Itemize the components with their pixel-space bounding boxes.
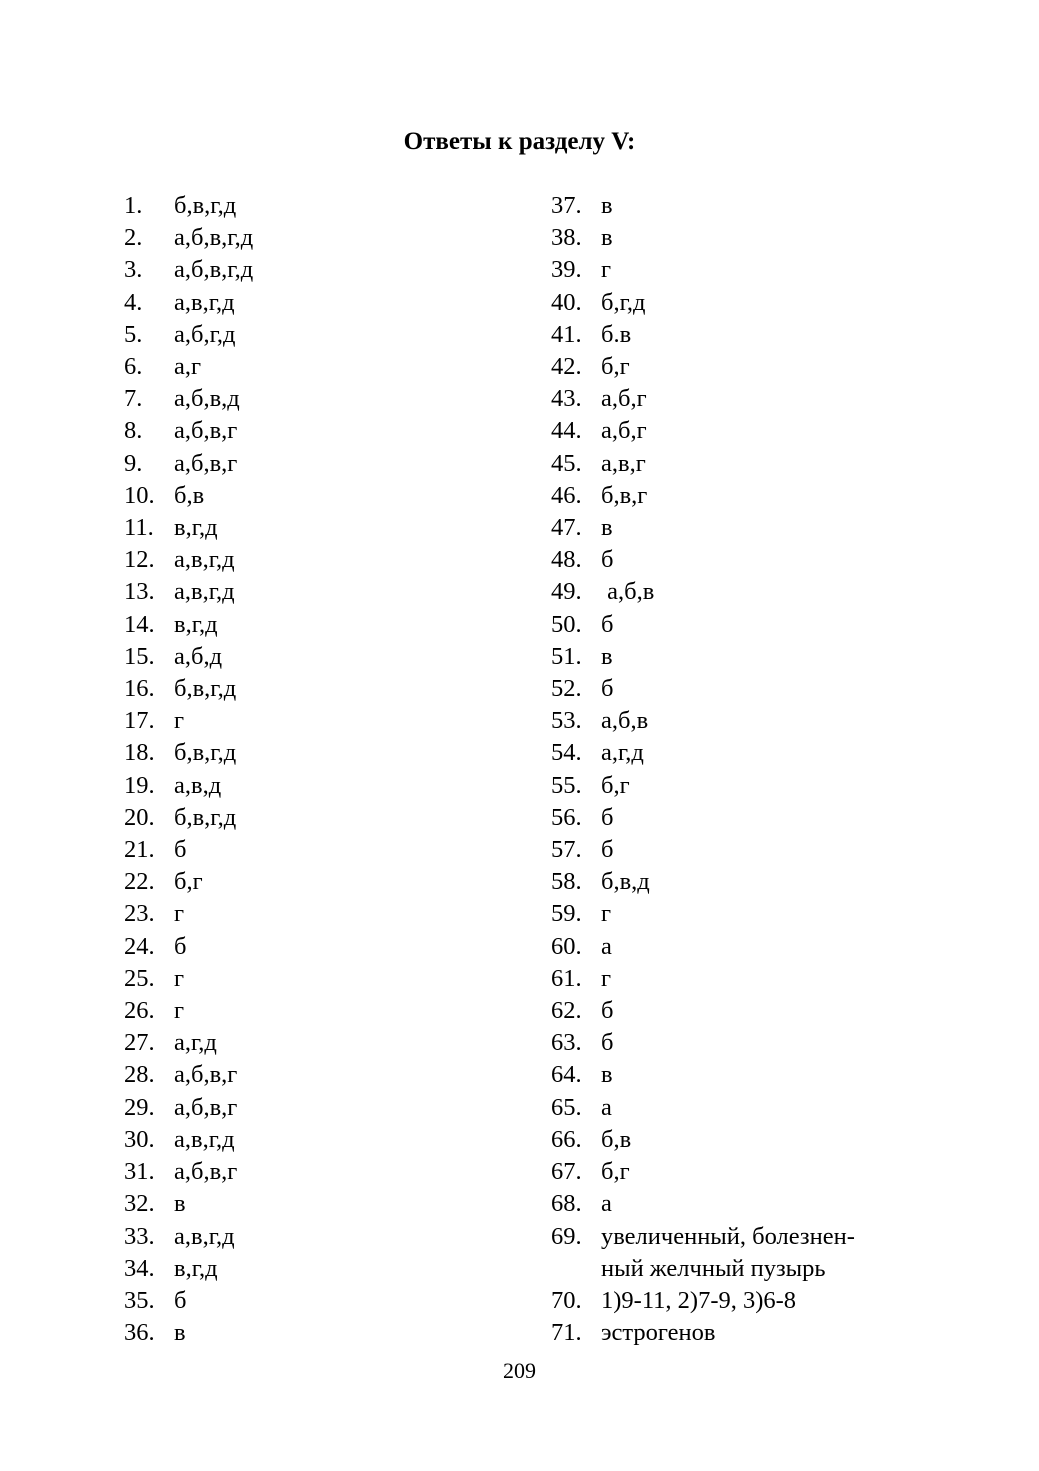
answer-number: 40. [551,288,582,316]
answer-text: а,б,г [601,385,647,413]
answer-text: а,г [174,353,202,381]
answer-text-line: ный желчный пузырь [601,1254,826,1282]
answer-text: а,б,в [601,707,649,735]
answer-item [551,1027,923,1059]
answer-item [124,705,484,737]
answer-number: 11. [124,514,154,542]
answer-number: 5. [124,320,143,348]
answer-number: 46. [551,481,582,509]
answer-item [551,1188,923,1220]
answer-text: в [174,1319,186,1347]
answer-text: б,г,д [601,288,646,316]
answer-item [124,222,484,254]
answer-text: в,г,д [174,1254,218,1282]
answer-number: 23. [124,900,155,928]
answer-text: г [601,964,612,992]
answer-text: б,в [174,481,205,509]
answer-text: в,г,д [174,610,218,638]
answer-text: б,в,г,д [174,739,237,767]
answer-number: 18. [124,739,155,767]
answer-number: 60. [551,932,582,960]
answer-text: в [601,192,613,219]
answer-text: б,г [601,771,630,799]
answer-number: 9. [124,449,143,477]
answer-number: 34. [124,1254,155,1282]
answer-item [124,1188,484,1220]
answer-text: а,в,г [601,449,646,477]
answer-item [124,866,484,898]
answer-number: 19. [124,771,155,799]
answer-number: 27. [124,1029,155,1057]
answer-number: 52. [551,675,582,703]
answer-text: б [174,1286,187,1314]
answer-number: 4. [124,288,143,316]
answer-text: б,в,г,д [174,803,237,831]
answer-number: 62. [551,997,582,1025]
page-number: 209 [503,1358,536,1383]
answer-number: 58. [551,868,582,896]
answer-text: а [601,1093,612,1121]
answer-text: а,г,д [601,739,644,767]
answer-number: 45. [551,449,582,477]
answer-item [551,1156,923,1188]
answer-text: а [601,932,612,960]
answer-text: б,г [174,868,203,896]
answer-item [551,866,923,898]
answers-right-column [551,190,923,1349]
answer-text: б [174,836,187,864]
answer-number: 8. [124,417,143,445]
answer-text: а,б,в,г [174,417,238,445]
answer-number: 69. [551,1222,582,1250]
answer-item [124,383,484,415]
answer-item [551,931,923,963]
answer-number: 33. [124,1222,155,1250]
answer-number: 38. [551,224,582,252]
answer-text: в [174,1190,186,1218]
answer-item [124,1027,484,1059]
answer-text: а,в,г,д [174,1222,235,1250]
answer-item [551,802,923,834]
answer-item [551,1285,923,1317]
answer-item [551,898,923,930]
answer-item [124,1156,484,1188]
answer-number: 2. [124,224,143,252]
answer-number: 3. [124,256,143,284]
answer-item [124,963,484,995]
answer-item [551,1317,923,1349]
answer-text: а,в,г,д [174,288,235,316]
answer-item [551,609,923,641]
answer-text: а,б,в,г [174,449,238,477]
answer-item [551,287,923,319]
answer-text: а,б,в,г,д [174,256,254,284]
answer-text: б,в [601,1125,632,1153]
answer-item [551,576,923,608]
answer-item [124,931,484,963]
answer-number: 32. [124,1190,155,1218]
answer-number: 53. [551,707,582,735]
answer-number: 63. [551,1029,582,1057]
answer-number: 67. [551,1158,582,1186]
answer-text [601,1221,923,1285]
answer-text: б.в [601,320,632,348]
answer-number: 41. [551,320,582,348]
answer-item [551,544,923,576]
answer-number: 57. [551,836,582,864]
answer-item [551,415,923,447]
answer-item [124,1285,484,1317]
answer-item [551,480,923,512]
answer-item [551,351,923,383]
answer-text: г [174,997,185,1025]
answer-item [124,898,484,930]
answer-text: б,в,г [601,481,648,509]
answer-item [551,254,923,286]
answer-item [124,190,484,222]
answer-number: 12. [124,546,155,574]
answer-number: 39. [551,256,582,284]
answer-number: 49. [551,578,582,606]
answer-item [124,609,484,641]
answer-item [551,770,923,802]
answer-text-line: увеличенный, болезнен- [601,1222,855,1250]
answer-number: 22. [124,868,155,896]
answer-number: 56. [551,803,582,831]
answer-text: а,б,г,д [174,320,236,348]
answer-text: б [601,610,614,638]
answer-item [551,448,923,480]
answer-number: 14. [124,610,155,638]
answer-number: 43. [551,385,582,413]
answer-text: г [601,900,612,928]
answer-text: б [601,546,614,574]
answer-text: б [174,932,187,960]
answer-text: а,б,в,г [174,1158,238,1186]
answer-item [124,351,484,383]
answer-item [124,448,484,480]
answer-item [124,1317,484,1349]
answer-number: 54. [551,739,582,767]
answer-text: б,в,г,д [174,192,237,219]
answer-number: 70. [551,1286,582,1314]
answer-text: а,в,г,д [174,578,235,606]
answer-text: б,в,г,д [174,675,237,703]
answer-text: б,г [601,1158,630,1186]
answer-number: 44. [551,417,582,445]
answer-item [124,770,484,802]
answer-number: 17. [124,707,155,735]
answer-text: а,г,д [174,1029,217,1057]
answer-number: 48. [551,546,582,574]
answer-number: 50. [551,610,582,638]
answer-number: 47. [551,514,582,542]
answer-item [124,319,484,351]
answer-item [124,802,484,834]
answer-text: б,г [601,353,630,381]
answer-number: 15. [124,642,155,670]
answer-number: 65. [551,1093,582,1121]
answer-text: а,в,г,д [174,1125,235,1153]
answer-item [124,1253,484,1285]
answer-number: 6. [124,353,143,381]
answer-item [124,1092,484,1124]
answer-item [124,1059,484,1091]
answer-item [551,641,923,673]
answer-number: 59. [551,900,582,928]
answer-item [551,737,923,769]
answer-text: а,б,г [601,417,647,445]
answer-item [124,673,484,705]
answer-text: а,б,в,г,д [174,224,254,252]
answer-text: 1)9-11, 2)7-9, 3)6-8 [601,1286,797,1314]
answer-item [124,995,484,1027]
answer-text: б [601,675,614,703]
answer-item [124,287,484,319]
answer-text: б [601,997,614,1025]
page-title: Ответы к разделу V: [403,128,636,155]
answer-number: 13. [124,578,155,606]
answer-text: а,б,в,г [174,1093,238,1121]
answer-item [124,1221,484,1253]
answer-number: 42. [551,353,582,381]
answer-number: 37. [551,192,582,219]
answer-number: 25. [124,964,155,992]
answer-item [124,737,484,769]
answer-number: 30. [124,1125,155,1153]
answer-item [551,1059,923,1091]
answer-number: 24. [124,932,155,960]
answer-number: 29. [124,1093,155,1121]
answer-text: б [601,803,614,831]
answer-number: 26. [124,997,155,1025]
answer-number: 10. [124,481,155,509]
answer-item [551,705,923,737]
answer-item [124,254,484,286]
answer-item [551,319,923,351]
answer-number: 1. [124,192,143,219]
answer-number: 31. [124,1158,155,1186]
answer-item [551,1124,923,1156]
answer-item [124,512,484,544]
answer-number: 61. [551,964,582,992]
answer-text: б [601,836,614,864]
answer-number: 71. [551,1319,582,1347]
answer-number: 7. [124,385,143,413]
answer-text: в [601,514,613,542]
answer-text: а,в,д [174,771,222,799]
answer-number: 16. [124,675,155,703]
answer-item [124,415,484,447]
answer-number: 55. [551,771,582,799]
answer-item [124,1124,484,1156]
answer-text: б,в,д [601,868,650,896]
answer-text: а [601,1190,612,1218]
answer-text: а,б,в,д [174,385,240,413]
answers-left-column [124,190,484,1349]
answer-text: в [601,1061,613,1089]
answer-item [551,1092,923,1124]
answer-number: 21. [124,836,155,864]
answer-number: 28. [124,1061,155,1089]
answer-text: а,б,в [601,578,655,606]
answer-text: г [174,707,185,735]
answer-item [124,834,484,866]
answer-text: г [174,964,185,992]
answer-item [124,641,484,673]
answer-item [551,383,923,415]
answer-text: эстрогенов [601,1319,716,1347]
answer-text: в [601,224,613,252]
answer-item [551,1221,923,1285]
answer-item [551,995,923,1027]
answer-item [551,512,923,544]
answer-text: г [601,256,612,284]
answer-item [124,576,484,608]
answer-text: а,в,г,д [174,546,235,574]
answer-number: 68. [551,1190,582,1218]
answer-number: 51. [551,642,582,670]
answer-number: 35. [124,1286,155,1314]
answer-text: б [601,1029,614,1057]
answer-number: 64. [551,1061,582,1089]
answer-item [551,190,923,222]
answer-item [551,222,923,254]
answer-item [124,480,484,512]
answer-text: г [174,900,185,928]
answer-item [551,834,923,866]
answer-text: в,г,д [174,514,218,542]
answer-number: 20. [124,803,155,831]
answer-text: а,б,д [174,642,223,670]
answer-item [551,963,923,995]
answer-item [551,673,923,705]
answer-number: 66. [551,1125,582,1153]
answer-text: а,б,в,г [174,1061,238,1089]
answer-item [124,544,484,576]
answer-text: в [601,642,613,670]
answer-number: 36. [124,1319,155,1347]
